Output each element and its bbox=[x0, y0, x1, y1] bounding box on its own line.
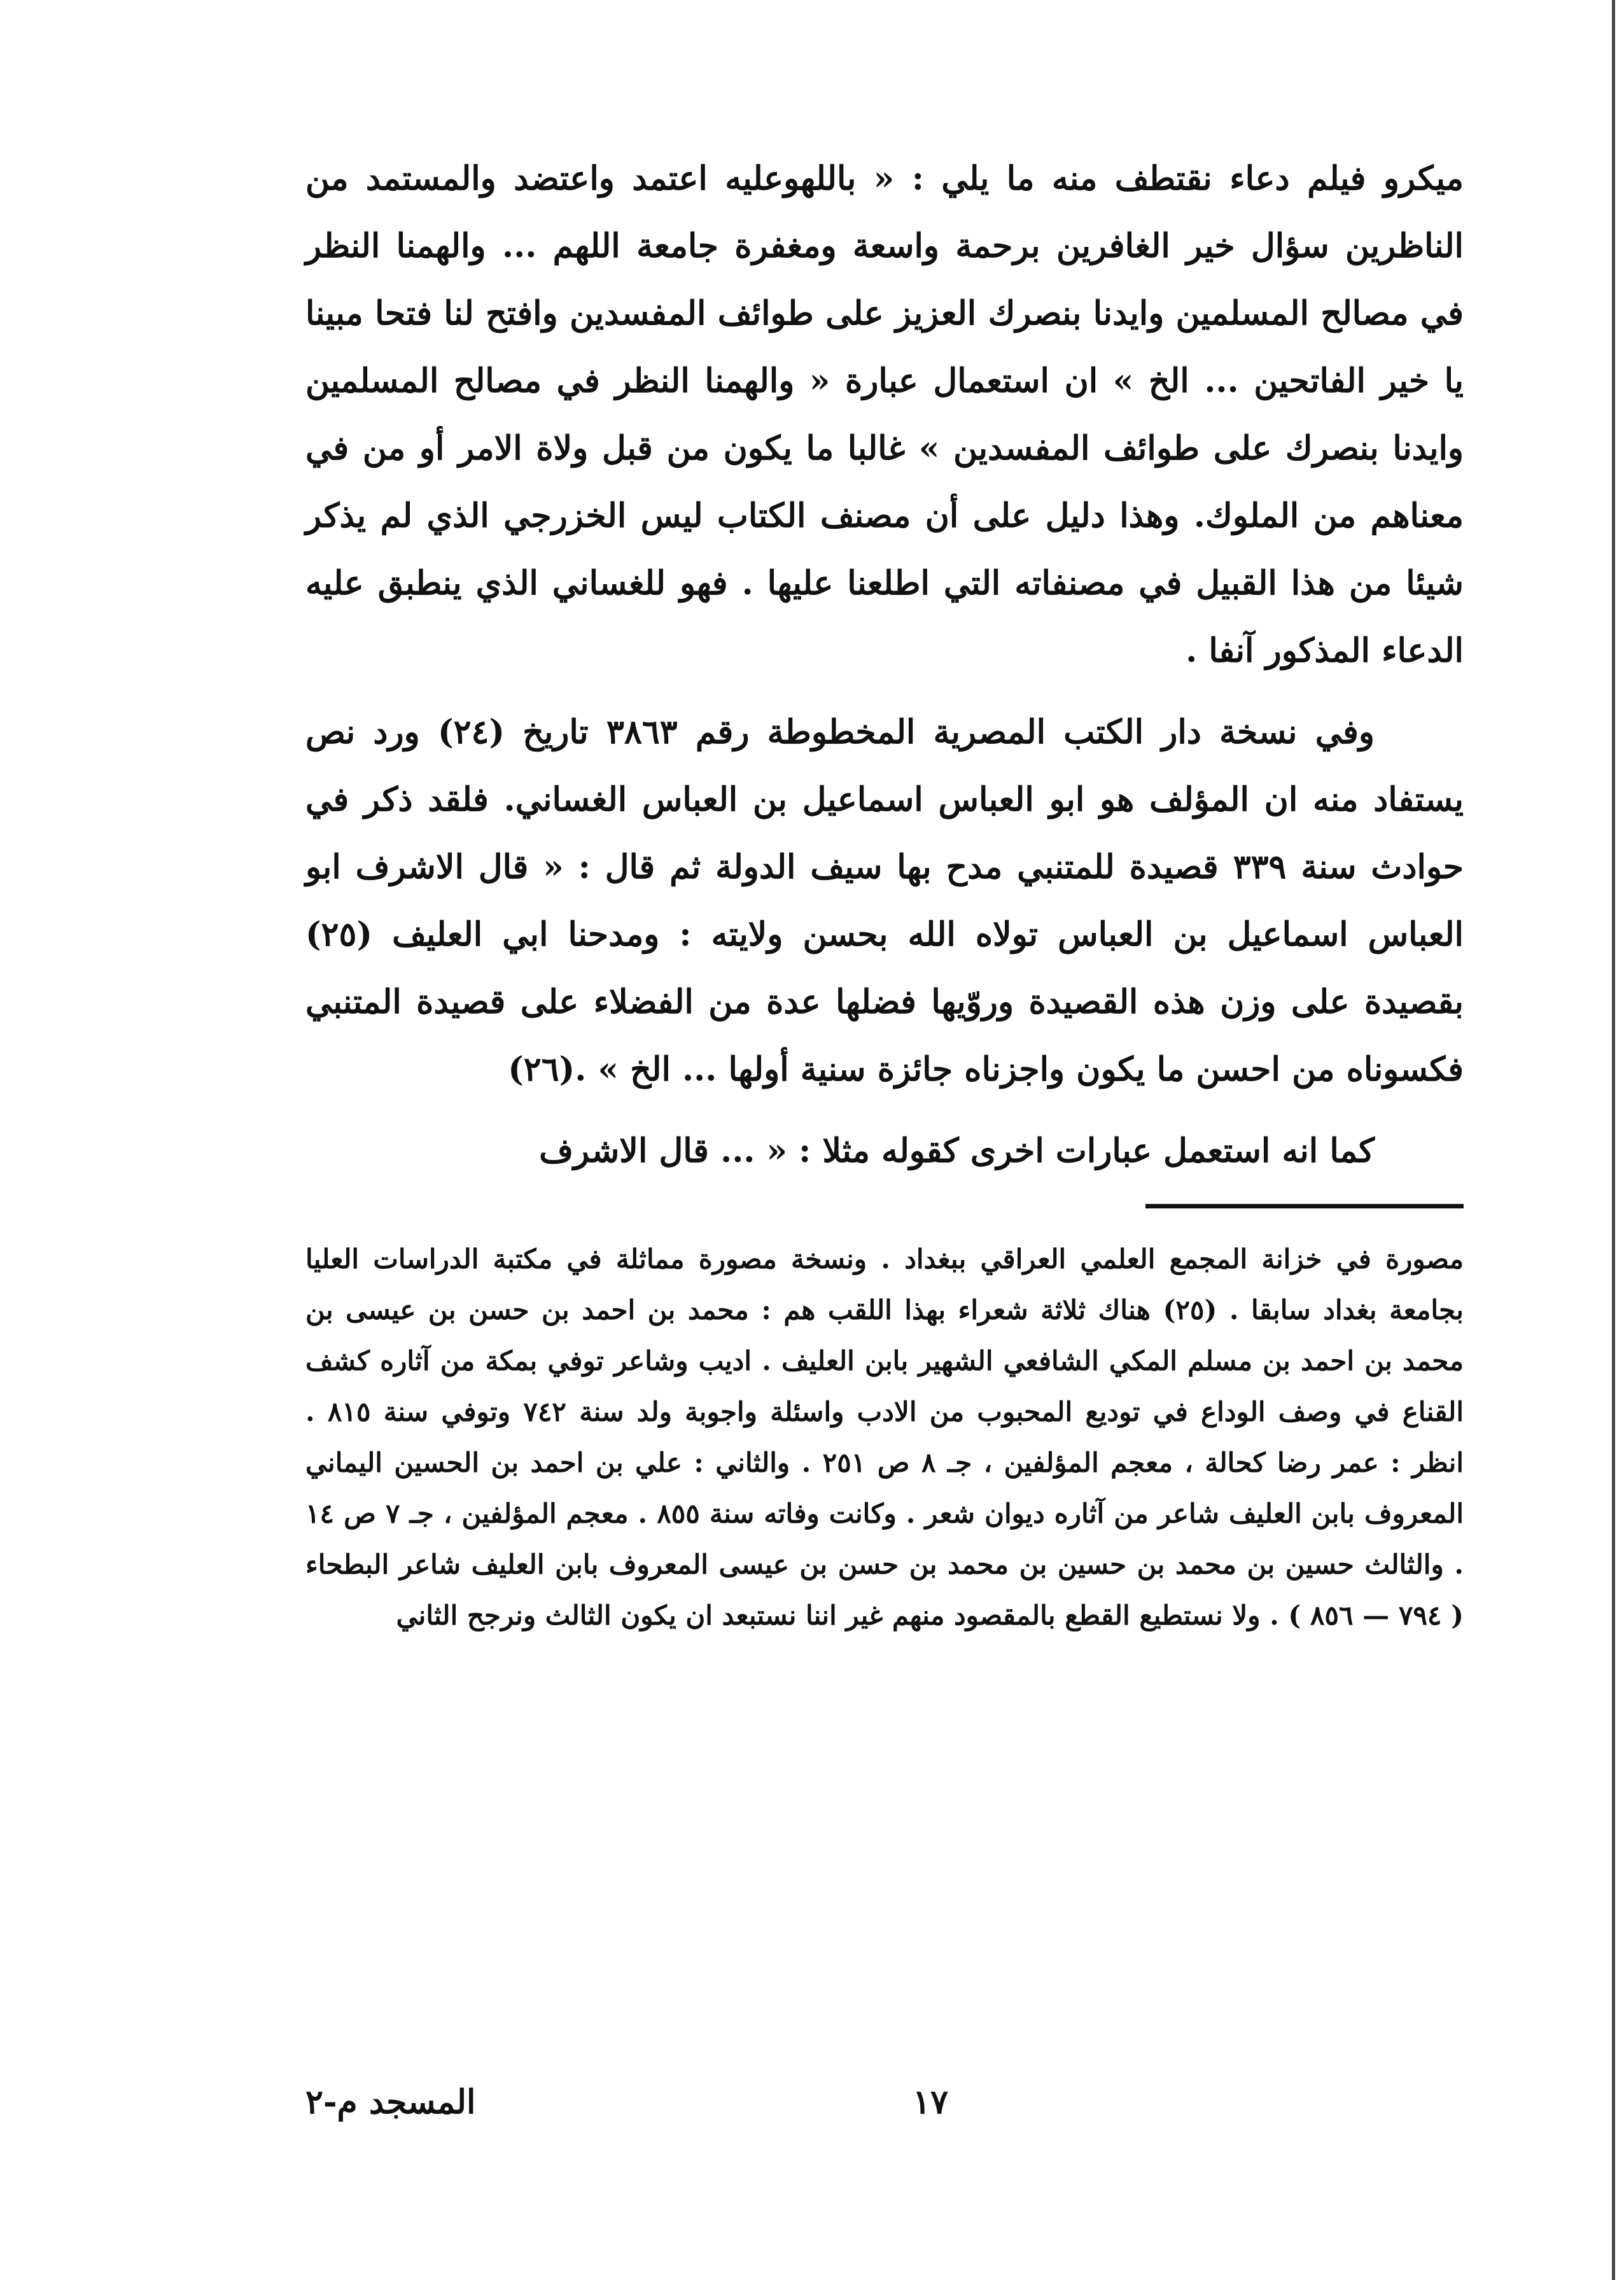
body-paragraph-3: كما انه استعمل عبارات اخرى كقوله مثلا : « ... قال الاشرف bbox=[539, 1131, 1375, 1170]
document-page bbox=[305, 145, 1464, 2181]
body-paragraph-2: وفي نسخة دار الكتب المصرية المخطوطة رقم ٣٨٦٣ تاريخ (٢٤) ورد نص يستفاد منه ان المؤلف هو ابو العباس اسماعيل بن العباس الغساني. فلقد ذكر في حوادث سنة ٣٣٩ قصيدة للمتنبي مدح بها سيف الدولة ثم قال : « قال الاشرف ابو العباس اسماعيل بن العباس تولاه الله بحسن ولايته : ومدحنا ابي العليف (٢٥) بقصيدة على وزن هذه القصيدة وروّيها فضلها عدة من الفضلاء على قصيدة المتنبي فكسوناه من احسن ما يكون واجزناه جائزة سنية أولها ... الخ » .(٢٦) bbox=[305, 713, 1464, 1089]
footnote-separator bbox=[1145, 1204, 1464, 1208]
page-footer bbox=[305, 2083, 1464, 2134]
signature-mark: المسجد م-٢ bbox=[305, 2083, 476, 2122]
footnotes-block: مصورة في خزانة المجمع العلمي العراقي ببغداد . ونسخة مصورة مماثلة في مكتبة الدراسات العليا بجامعة بغداد سابقا . (٢٥) هناك ثلاثة شعراء بهذا اللقب هم : محمد بن احمد بن حسن بن عيسى بن محمد بن احمد بن مسلم المكي الشافعي الشهير بابن العليف . اديب وشاعر توفي بمكة من آثاره كشف القناع في وصف الوداع في توديع المحبوب من الادب واسئلة واجوبة ولد سنة ٧٤٢ وتوفي سنة ٨١٥ . انظر : عمر رضا كحالة ، معجم المؤلفين ، جـ ٨ ص ٢٥١ . والثاني : علي بن احمد بن الحسين اليماني المعروف بابن العليف شاعر من آثاره ديوان شعر . وكانت وفاته سنة ٨٥٥ . معجم المؤلفين ، جـ ٧ ص ١٤ . والثالث حسين بن محمد بن حسين بن محمد بن حسن بن عيسى المعروف بابن العليف شاعر البطحاء ( ٧٩٤ — ٨٥٦ ) . ولا نستطيع القطع بالمقصود منهم غير اننا نستبعد ان يكون الثالث ونرجح الثاني bbox=[305, 1243, 1464, 1631]
page-number: ١٧ bbox=[913, 2083, 948, 2122]
body-paragraph-1: ميكرو فيلم دعاء نقتطف منه ما يلي : « باللهوعليه اعتمد واعتضد والمستمد من الناظرين سؤال خير الغافرين برحمة واسعة ومغفرة جامعة اللهم ... والهمنا النظر في مصالح المسلمين وايدنا بنصرك العزيز على طوائف المفسدين وافتح لنا فتحا مبينا يا خير الفاتحين ... الخ » ان استعمال عبارة « والهمنا النظر في مصالح المسلمين وايدنا بنصرك على طوائف المفسدين » غالبا ما يكون من قبل ولاة الامر أو من في معناهم من الملوك. وهذا دليل على أن مصنف الكتاب ليس الخزرجي الذي لم يذكر شيئا من هذا القبيل في مصنفاته التي اطلعنا عليها . فهو للغساني الذي ينطبق عليه الدعاء المذكور آنفا . bbox=[305, 159, 1464, 670]
page-edge-line bbox=[1612, 0, 1615, 2280]
